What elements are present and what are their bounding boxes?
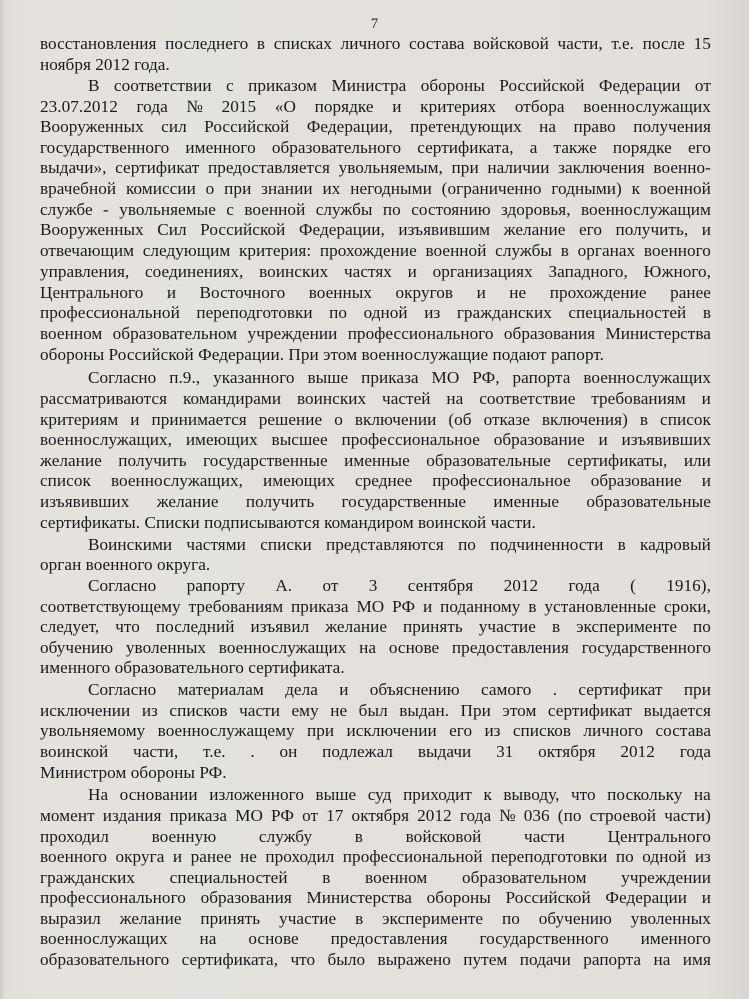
text-line: врачебной комиссии о при знании их негодными (ограниченно годными) к военной <box>40 179 711 198</box>
text-line: выдачи», сертификат предоставляется увольняемым, при наличии заключения военно- <box>40 158 711 177</box>
text-line: государственного именного образовательного сертификата, а также порядке его <box>40 138 711 157</box>
text-line: военнослужащих на основе предоставления государственного именного <box>40 929 711 948</box>
text-line: В соответствии с приказом Министра обороны Российской Федерации от <box>88 76 711 95</box>
text-line: критериям и принимается решение о включении (об отказе включения) в список <box>40 410 711 429</box>
text-line: увольняемому военнослужащему при исключении его из списков личного состава <box>40 721 711 740</box>
text-line: соответствующему требованиям приказа МО РФ и поданному в установленные сроки, <box>40 597 711 616</box>
text-line: изъявивших желание получить государственные именные образовательные <box>40 492 711 511</box>
text-line: воинской части, т.е. . он подлежал выдачи 31 октября 2012 года <box>40 742 711 761</box>
text-line: желание получить государственные именные образовательные сертификаты, или <box>40 451 711 470</box>
text-line: рассматриваются командирами воинских частей на соответствие требованиям и <box>40 389 711 408</box>
text-line: ноября 2012 года. <box>40 55 170 74</box>
text-line: Вооруженных Сил Российской Федерации, изъявившим желание его получить, и <box>40 220 711 239</box>
text-line: Согласно рапорту А. от 3 сентября 2012 года ( 1916), <box>88 576 711 595</box>
text-line: На основании изложенного выше суд приходит к выводу, что поскольку на <box>88 785 711 804</box>
text-line: восстановления последнего в списках личного состава войсковой части, т.е. после 15 <box>40 34 711 53</box>
text-line: обучению уволенных военнослужащих на основе предоставления государственного <box>40 638 711 657</box>
text-line: Воинскими частями списки представляются по подчиненности в кадровый <box>88 535 711 554</box>
text-line: Согласно п.9., указанного выше приказа МО РФ, рапорта военнослужащих <box>88 368 711 387</box>
text-line: отвечающим следующим критерия: прохождение военной службы в органах военного <box>40 241 711 260</box>
text-line: гражданских специальностей в военном образовательном учреждении <box>40 868 711 887</box>
text-line: профессиональной переподготовки по одной из гражданских специальностей в <box>40 303 711 322</box>
text-line: военнослужащих, имеющих высшее профессиональное образование и изъявивших <box>40 430 711 449</box>
text-line: проходил военную службу в войсковой части Центрального <box>40 827 711 846</box>
text-line: службе - увольняемые с военной службы по состоянию здоровья, военнослужащим <box>40 200 711 219</box>
text-line: военного округа и ранее не проходил профессиональной переподготовки по одной из <box>40 847 711 866</box>
text-line: управления, соединениях, воинских частях и организациях Западного, Южного, <box>40 262 711 281</box>
text-line: обороны Российской Федерации. При этом военнослужащие подают рапорт. <box>40 345 604 364</box>
text-line: образовательного сертификата, что было выражено путем подачи рапорта на имя <box>40 950 711 969</box>
text-line: момент издания приказа МО РФ от 17 октября 2012 года № 036 (по строевой части) <box>40 806 711 825</box>
text-line: орган военного округа. <box>40 555 211 574</box>
text-line: исключении из списков части ему не был выдан. При этом сертификат выдается <box>40 701 711 720</box>
text-line: профессионального образования Министерства обороны Российской Федерации и <box>40 888 711 907</box>
text-line: Согласно материалам дела и объяснению самого . сертификат при <box>88 680 711 699</box>
text-line: именного образовательного сертификата. <box>40 658 345 677</box>
text-line: Вооруженных сил Российской Федерации, претендующих на право получения <box>40 117 711 136</box>
text-line: Центрального и Восточного военных округов и не прохождение ранее <box>40 283 711 302</box>
text-line: 23.07.2012 года № 2015 «О порядке и критериях отбора военнослужащих <box>40 97 711 116</box>
text-line: выразил желание принять участие в эксперименте по обучению уволенных <box>40 909 711 928</box>
text-line: военном образовательном учреждении профессионального образования Министерства <box>40 324 711 343</box>
page-number: 7 <box>370 16 379 32</box>
text-line: список военнослужащих, имеющих среднее профессиональное образование и <box>40 471 711 490</box>
text-line: Министром обороны РФ. <box>40 763 227 782</box>
text-line: следует, что последний изъявил желание принять участие в эксперименте по <box>40 617 711 636</box>
text-line: сертификаты. Списки подписываются командиром воинской части. <box>40 513 536 532</box>
